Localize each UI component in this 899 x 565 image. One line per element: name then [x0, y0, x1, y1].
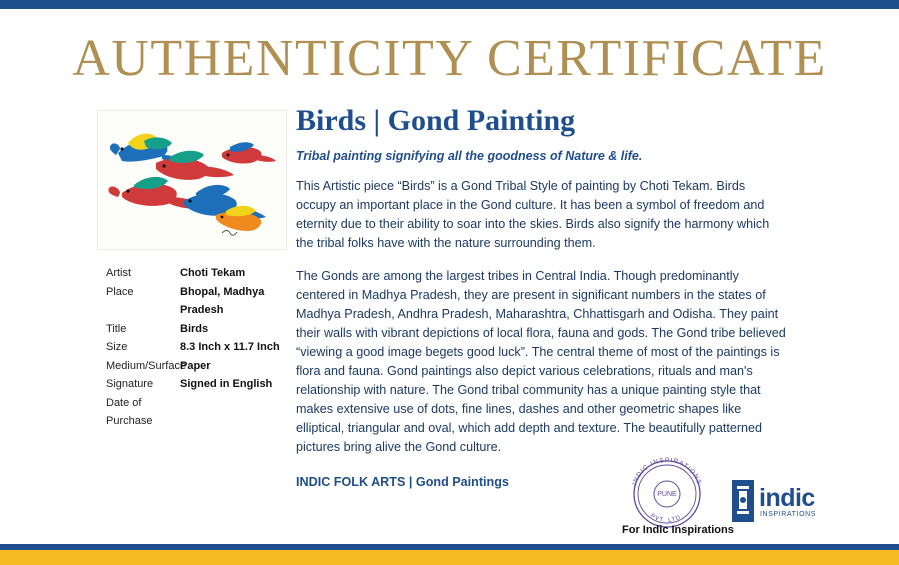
artwork-subtitle: Tribal painting signifying all the goodness of Nature & life. [296, 148, 643, 163]
detail-value: 8.3 Inch x 11.7 Inch [180, 341, 280, 353]
description-paragraph-1: This Artistic piece “Birds” is a Gond Tribal Style of painting by Choti Tekam. Birds occupy an important place in the Gond culture. It has been a symbol of freedom and eternity due to their ability to soar into the skies. Birds also signify the harmony which the tribal folks have with the nature surrounding them. [296, 178, 770, 250]
table-row [106, 394, 306, 431]
table-row [106, 264, 306, 283]
gond-birds-artwork [98, 111, 286, 249]
table-row [106, 320, 306, 339]
detail-label: Medium/Surface [106, 359, 187, 372]
description-paragraph-2: The Gonds are among the largest tribes in Central India. Though predominantly centered in Madhya Pradesh, they are present in significant numbers in the states of Madhya Pradesh, Andhra Pradesh, Maharashtra, Chhattisgarh and Odisha. They paint their walls with vibrant depictions of local flora, fauna and gods. The Gond tribe believed “viewing a good image begets good luck”. The central theme of most of the paintings is flora and fauna. Gond paintings also depict various celebrations, rituals and man's relationship with nature. The Gond tribal community has a unique painting style that makes extensive use of dots, fine lines, dashes and other geometric shapes like elliptical, triangular and oval, which add depth and texture. The beautifully patterned pictures bring alive the Gond culture. [296, 268, 786, 454]
detail-label: Place [106, 285, 134, 298]
detail-label: Signature [106, 378, 154, 390]
detail-label: Date of Purchase [106, 396, 153, 427]
artwork-image [97, 110, 287, 250]
svg-text:PVT. LTD.: PVT. LTD. [649, 513, 685, 525]
certificate-title: AUTHENTICITY CERTIFICATE [72, 30, 827, 87]
bottom-gold-bar [0, 550, 899, 565]
svg-text:INSPIRATIONS: INSPIRATIONS [760, 511, 817, 518]
certificate-content [296, 104, 788, 489]
svg-text:PUNE: PUNE [657, 491, 677, 498]
detail-value: Bhopal, Madhya Pradesh [180, 285, 265, 316]
artwork-title: Birds | Gond Painting [296, 104, 576, 137]
table-row [106, 357, 306, 376]
detail-label: Title [106, 322, 127, 335]
detail-value: Choti Tekam [180, 267, 246, 279]
svg-text:INDIC INSPIRATIONS: INDIC INSPIRATIONS [631, 456, 703, 487]
detail-value: Paper [180, 359, 211, 372]
table-row [106, 338, 306, 357]
detail-label: Size [106, 341, 128, 353]
table-row [106, 283, 306, 320]
svg-text:indic: indic [759, 484, 815, 512]
for-indic-inspirations-label: For Indic Inspirations [622, 524, 734, 536]
table-row [106, 375, 306, 394]
indic-inspirations-logo [732, 478, 818, 524]
detail-value: Birds [180, 322, 209, 335]
top-border-bar [0, 0, 899, 9]
detail-value: Signed in English [180, 378, 273, 390]
detail-label: Artist [106, 267, 132, 279]
collection-footer-line: INDIC FOLK ARTS | Gond Paintings [296, 474, 509, 489]
artwork-details-table [106, 264, 306, 431]
